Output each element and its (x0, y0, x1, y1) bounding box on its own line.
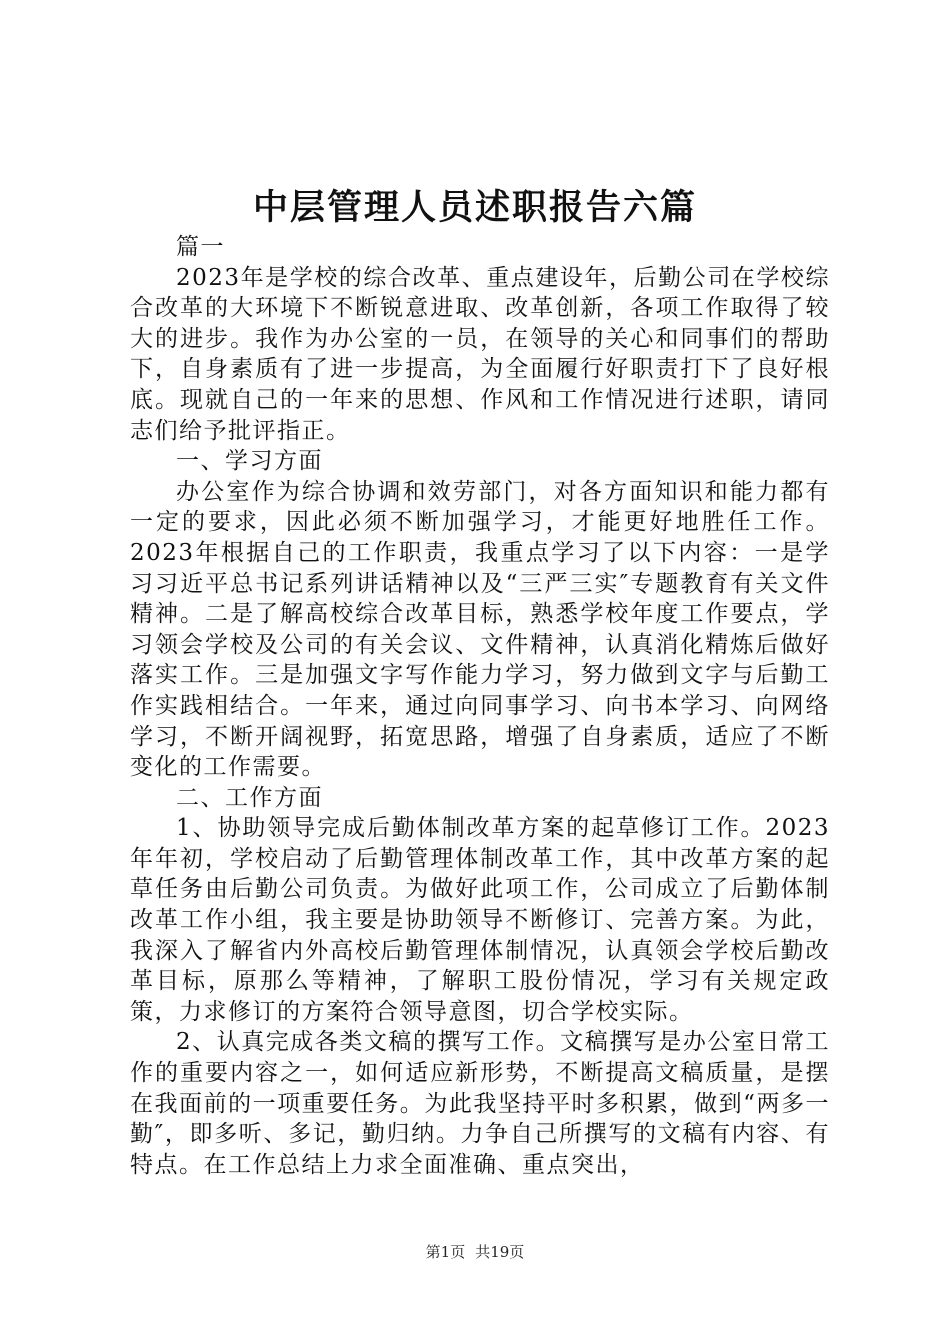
study-paragraph: 办公室作为综合协调和效劳部门，对各方面知识和能力都有一定的要求，因此必须不断加强学习，才能更好地胜任工作。2023年根据自己的工作职责，我重点学习了以下内容：一是学习习近平总书记系列讲话精神以及“三严三实″专题教育有关文件精神。二是了解高校综合改革目标，熟悉学校年度工作要点，学习领会学校及公司的有关会议、文件精神，认真消化精炼后做好落实工作。三是加强文字写作能力学习，努力做到文字与后勤工作实践相结合。一年来，通过向同事学习、向书本学习、向网络学习，不断开阔视野，拓宽思路，增强了自身素质，适应了不断变化的工作需要。 (130, 478, 830, 781)
section-heading-study: 一、学习方面 (176, 448, 323, 475)
work-item-1-paragraph: 1、协助领导完成后勤体制改革方案的起草修订工作。2023年年初，学校启动了后勤管理体制改革工作，其中改革方案的起草任务由后勤公司负责。为做好此项工作，公司成立了后勤体制改革工作小组，我主要是协助领导不断修订、完善方案。为此，我深入了解省内外高校后勤管理体制情况，认真领会学校后勤改革目标，原那么等精神，了解职工股份情况，学习有关规定政策，力求修订的方案符合领导意图，切合学校实际。 (130, 815, 830, 1025)
document-body (130, 232, 830, 1180)
intro-paragraph: 2023年是学校的综合改革、重点建设年，后勤公司在学校综合改革的大环境下不断锐意进取、改革创新，各项工作取得了较大的进步。我作为办公室的一员，在领导的关心和同事们的帮助下，自身素质有了进一步提高，为全面履行好职责打下了良好根底。现就自己的一年来的思想、作风和工作情况进行述职，请同志们给予批评指正。 (130, 264, 830, 444)
section-heading-work: 二、工作方面 (176, 784, 323, 811)
document-title: 中层管理人员述职报告六篇 (252, 187, 697, 228)
page-footer (0, 1242, 950, 1262)
section-heading-part-one: 篇一 (176, 234, 225, 260)
page-number: 第1页 (425, 1243, 466, 1261)
work-item-2-paragraph: 2、认真完成各类文稿的撰写工作。文稿撰写是办公室日常工作的重要内容之一，如何适应新形势，不断提高文稿质量，是摆在我面前的一项重要任务。为此我坚持平时多积累，做到“两多一勤″，即多听、多记，勤归纳。力争自己所撰写的文稿有内容、有特点。在工作总结上力求全面准确、重点突出， (130, 1029, 830, 1178)
page-total: 共19页 (475, 1243, 525, 1261)
